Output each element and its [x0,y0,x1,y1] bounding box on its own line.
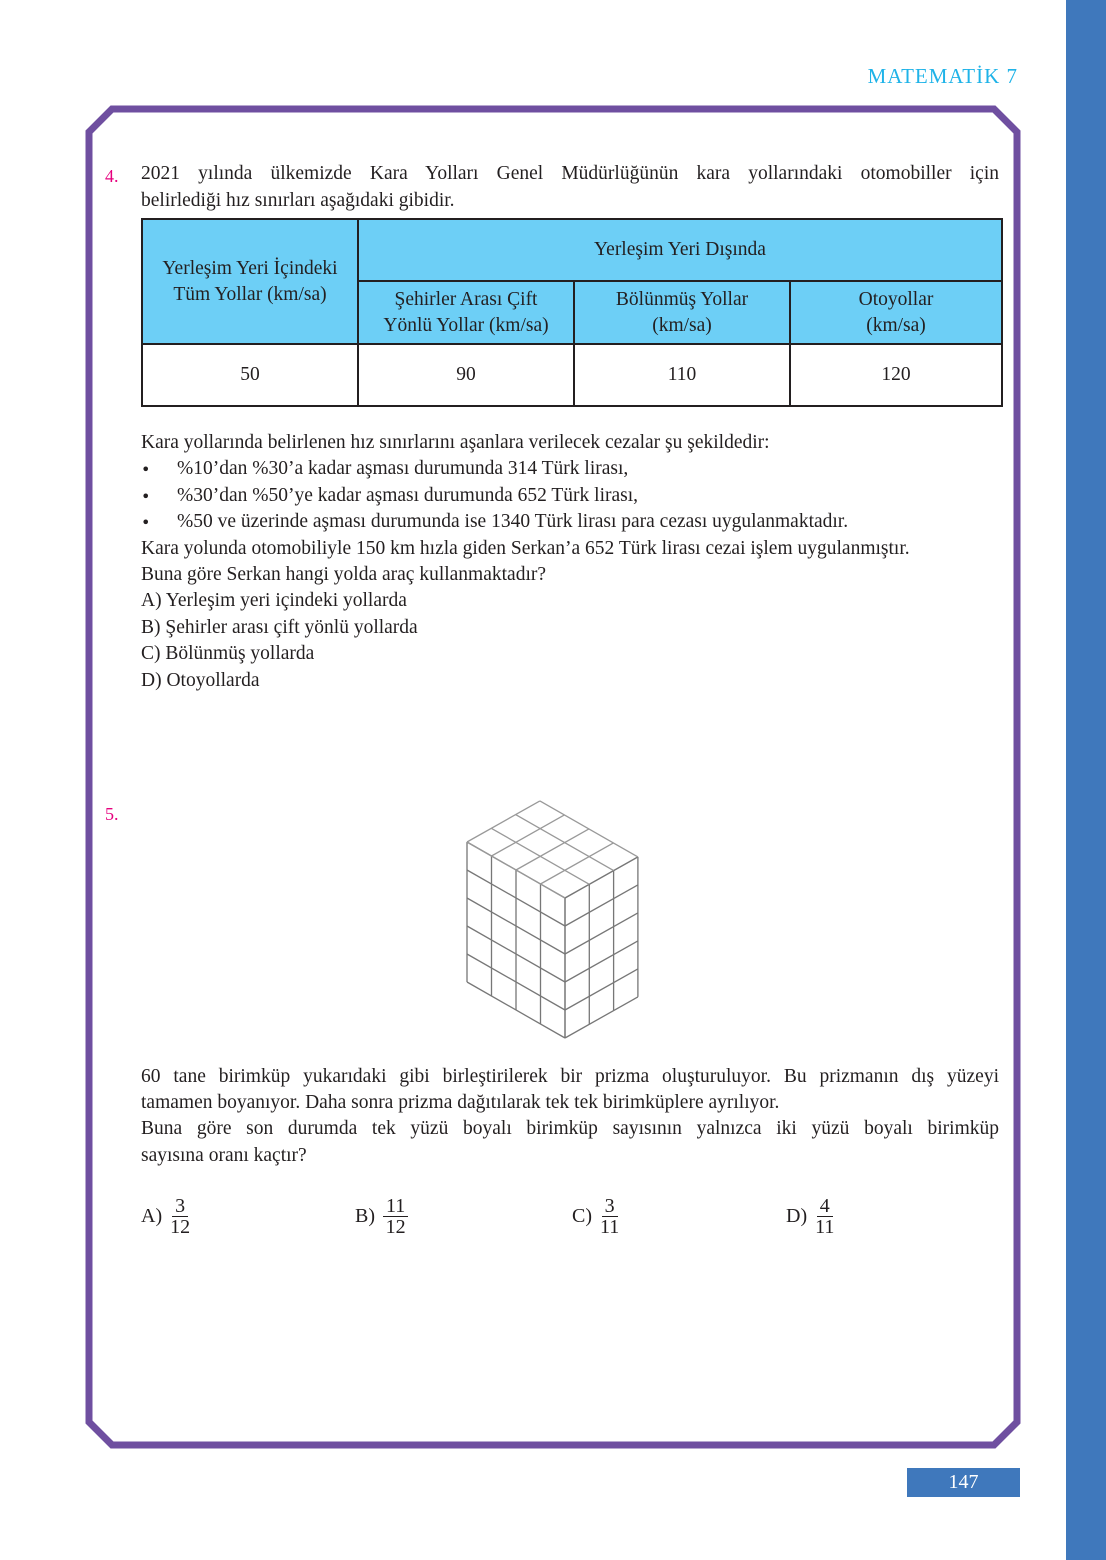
question-number: 5. [105,804,119,824]
table-cell: 120 [790,344,1002,406]
speed-limit-table [141,218,1003,407]
table-cell: 50 [142,344,358,406]
bullet-icon: • [141,487,151,506]
question-number: 4. [105,166,119,186]
answer-option-a[interactable]: A) $\frac{3}{12}$ [141,1195,191,1238]
cube-edge [565,885,638,926]
answer-option-d[interactable]: D) $\frac{4}{11}$ [786,1195,835,1238]
cube-edge [565,913,638,954]
cube-edge [565,997,638,1038]
question-text: tamamen boyanıyor. Daha sonra prizma dağıtılarak tek tek birimküplere ayrılıyor. [141,1092,780,1113]
question-text: 60 tane birimküp yukarıdaki gibi birleştirilerek bir prizma oluşturuluyor. Bu prizmanın dış yüzeyi [141,1066,999,1087]
question-text: Buna göre Serkan hangi yolda araç kullanmaktadır? [141,564,547,585]
cube-edge [565,941,638,982]
question-text: belirlediği hız sınırları aşağıdaki gibidir. [141,190,455,211]
answer-option-b[interactable]: B) $\frac{11}{12}$ [355,1196,408,1237]
question-text: sayısına oranı kaçtır? [141,1145,307,1166]
bullet-icon: • [141,513,151,532]
cube-prism-figure [450,790,650,1050]
question-text: Kara yolunda otomobiliyle 150 km hızla giden Serkan’a 652 Türk lirası cezai işlem uygulanmıştır. [141,538,910,559]
answer-option-b[interactable]: B) Şehirler arası çift yönlü yollarda [141,617,418,638]
page-header: MATEMATİK 7 [867,64,1018,88]
table-cell: 110 [574,344,790,406]
fraction: $\frac{4}{11}$ [815,1195,835,1238]
answer-option-d[interactable]: D) Otoyollarda [141,670,260,691]
question-text: 2021 yılında ülkemizde Kara Yolları Genel Müdürlüğünün kara yollarındaki otomobiller için [141,163,999,184]
answer-option-c[interactable]: C) $\frac{3}{11}$ [572,1195,620,1238]
table-cell: 90 [358,344,574,406]
bullet-text: %10’dan %30’a kadar aşması durumunda 314 Türk lirası, [177,458,629,479]
bullet-icon: • [141,460,151,479]
table-header: Otoyollar (km/sa) [790,281,1002,344]
table-header: Yerleşim Yeri İçindeki Tüm Yollar (km/sa) [142,219,358,344]
table-header: Şehirler Arası Çift Yönlü Yollar (km/sa) [358,281,574,344]
fraction: $\frac{3}{11}$ [600,1195,620,1238]
answer-option-c[interactable]: C) Bölünmüş yollarda [141,643,315,664]
table-header: Bölünmüş Yollar (km/sa) [574,281,790,344]
cube-edge [565,969,638,1010]
bullet-text: %30’dan %50’ye kadar aşması durumunda 652 Türk lirası, [177,485,639,506]
table-header: Yerleşim Yeri Dışında [358,219,1002,281]
question-text: Buna göre son durumda tek yüzü boyalı birimküp sayısının yalnızca iki yüzü boyalı birimküp [141,1118,999,1139]
answer-option-a[interactable]: A) Yerleşim yeri içindeki yollarda [141,590,407,611]
penalty-intro: Kara yollarında belirlenen hız sınırlarını aşanlara verilecek cezalar şu şekildedir: [141,432,770,453]
fraction: $\frac{3}{12}$ [170,1195,191,1238]
fraction: $\frac{11}{12}$ [383,1196,408,1237]
page-number: 147 [907,1468,1020,1497]
bullet-text: %50 ve üzerinde aşması durumunda ise 1340 Türk lirası para cezası uygulanmaktadır. [177,511,849,532]
